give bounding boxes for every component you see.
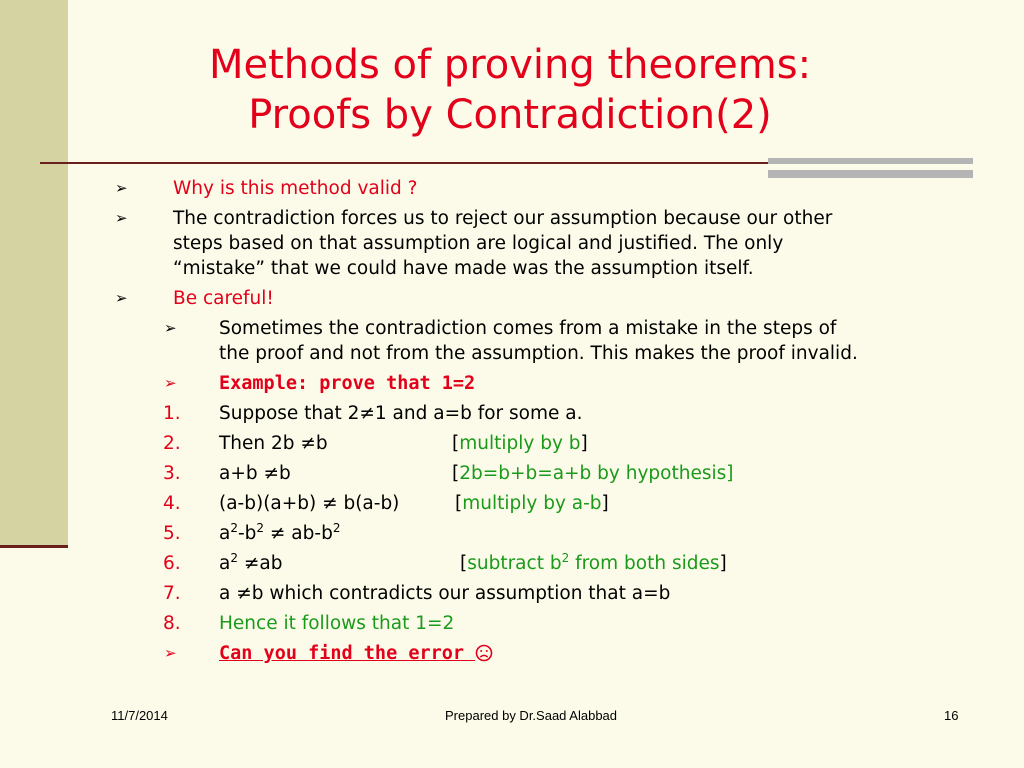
bullet-arrow-icon: ➢ bbox=[164, 374, 177, 392]
step-text: a ≠b which contradicts our assumption that a=b bbox=[219, 583, 671, 604]
step-number: 7. bbox=[163, 583, 181, 604]
title-divider bbox=[40, 162, 768, 164]
bullet-arrow-icon: ➢ bbox=[164, 319, 177, 337]
step-text: Then 2b ≠b bbox=[219, 433, 328, 454]
bullet-be-careful: Be careful! bbox=[173, 288, 274, 309]
step-number: 1. bbox=[163, 403, 181, 424]
sidebar-strip bbox=[0, 0, 68, 545]
paragraph-line: “mistake” that we could have made was the assumption itself. bbox=[173, 258, 754, 279]
step-comment: [2b=b+b=a+b by hypothesis] bbox=[452, 463, 734, 484]
step-number: 8. bbox=[163, 613, 181, 634]
bullet-arrow-icon: ➢ bbox=[115, 179, 128, 197]
step-text: $a^2-b^2 \ne ab-b^2$ bbox=[219, 521, 341, 544]
step-text: Hence it follows that 1=2 bbox=[219, 613, 455, 634]
paragraph-line: steps based on that assumption are logical and justified. The only bbox=[173, 233, 784, 254]
bullet-arrow-icon: ➢ bbox=[115, 209, 128, 227]
paragraph-line: The contradiction forces us to reject our assumption because our other bbox=[173, 208, 833, 229]
example-heading: Example: prove that 1=2 bbox=[219, 373, 476, 394]
slide-title bbox=[80, 40, 940, 140]
bullet-arrow-icon: ➢ bbox=[164, 644, 177, 662]
title-line-1: Methods of proving theorems: bbox=[208, 42, 812, 88]
sub-paragraph-line: the proof and not from the assumption. This makes the proof invalid. bbox=[219, 343, 858, 364]
final-question: Can you find the error bbox=[219, 641, 493, 666]
step-comment: [multiply by b] bbox=[452, 433, 588, 454]
step-number: 2. bbox=[163, 433, 181, 454]
step-text: (a-b)(a+b) ≠ b(a-b) bbox=[219, 493, 400, 514]
decor-bar-bottom bbox=[768, 170, 973, 178]
step-text: Suppose that 2≠1 and a=b for some a. bbox=[219, 403, 583, 424]
footer-page-number: 16 bbox=[944, 708, 959, 723]
bullet-arrow-icon: ➢ bbox=[115, 289, 128, 307]
footer-date: 11/7/2014 bbox=[111, 708, 168, 723]
title-line-2: Proofs by Contradiction(2) bbox=[248, 92, 772, 138]
sad-face-icon bbox=[475, 644, 493, 662]
step-number: 3. bbox=[163, 463, 181, 484]
step-text: $a^2 \ne ab$ bbox=[219, 551, 283, 574]
step-number: 5. bbox=[163, 523, 181, 544]
step-text: a+b ≠b bbox=[219, 463, 291, 484]
step-number: 6. bbox=[163, 553, 181, 574]
bullet-why-valid: Why is this method valid ? bbox=[173, 178, 418, 199]
step-number: 4. bbox=[163, 493, 181, 514]
step-comment: [multiply by a-b] bbox=[455, 493, 609, 514]
step-comment: [subtract $b^2$ from both sides] bbox=[460, 551, 727, 574]
sub-paragraph-line: Sometimes the contradiction comes from a mistake in the steps of bbox=[219, 318, 837, 339]
sidebar-accent-line bbox=[0, 545, 68, 548]
decor-bar-top bbox=[768, 158, 973, 164]
footer-author: Prepared by Dr.Saad Alabbad bbox=[445, 708, 618, 723]
